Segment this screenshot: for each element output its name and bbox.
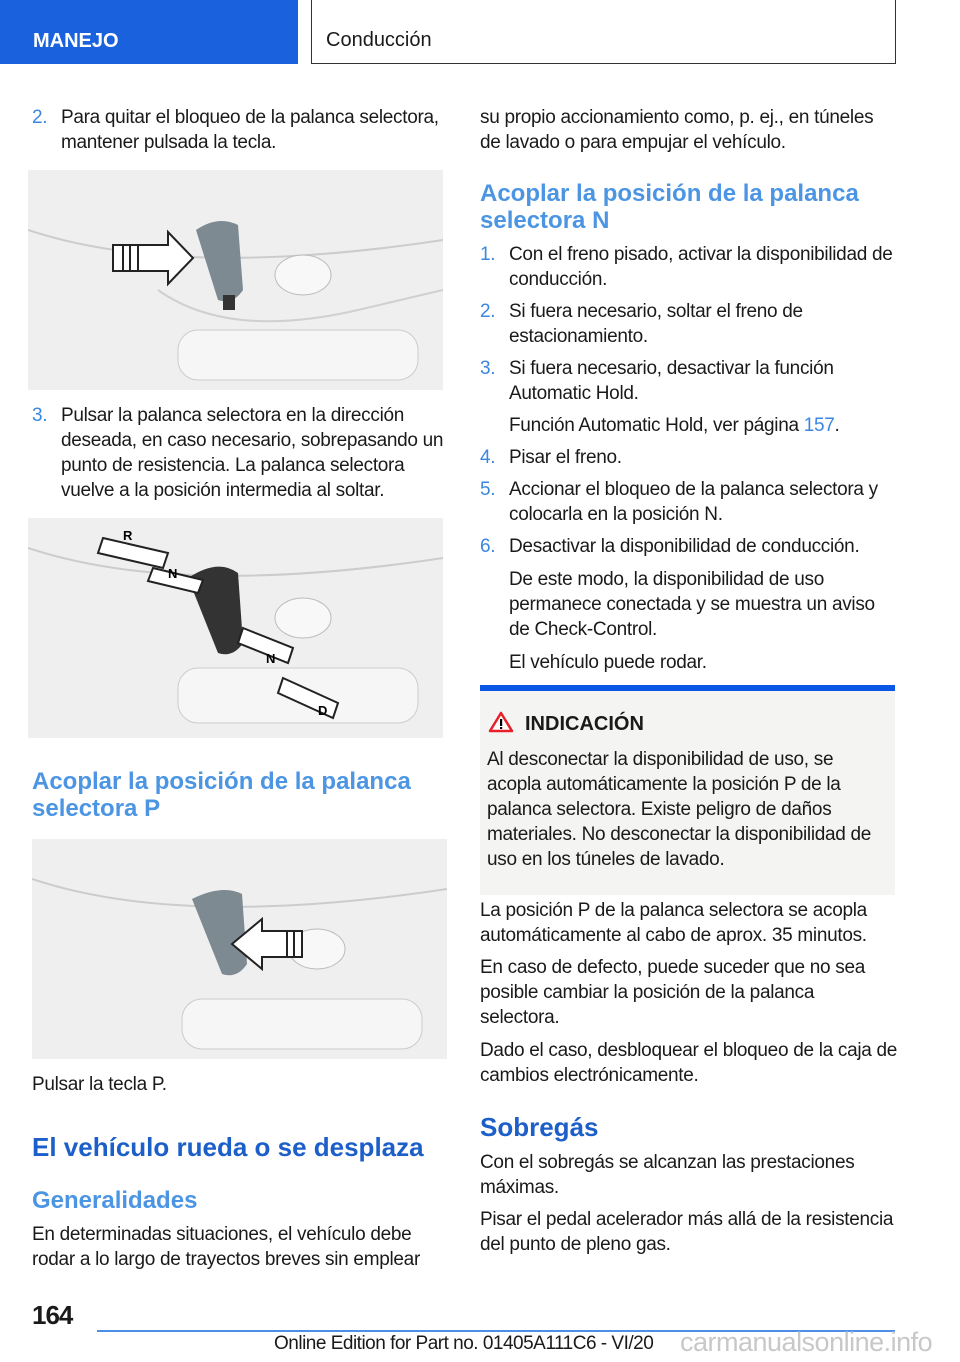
step-text: Accionar el bloqueo de la palanca selectora y colocarla en la posición N. [509,479,878,525]
general-text: En determinadas situaciones, el vehículo debe rodar a lo largo de trayectos breves sin emplear [32,1224,420,1270]
note-text: Función Automatic Hold, ver página [509,415,804,436]
step-number: 6. [480,536,496,557]
para-kickdown-2: Pisar el pedal acelerador más allá de la resistencia del punto de pleno gas. [480,1209,894,1255]
step-text: Pulsar la palanca selectora en la dirección deseada, en caso necesario, sobrepasando un punto de resistencia. La palanca selectora vuelve a la posición intermedia al soltar. [61,405,444,501]
para-defect: En caso de defecto, puede suceder que no sea posible cambiar la posición de la palanca selectora. [480,957,866,1028]
chapter-label: Conducción [326,29,432,51]
section-label: MANEJO [33,30,119,52]
punctuation: . [834,415,840,436]
para-kickdown-1: Con el sobregás se alcanzan las prestaciones máximas. [480,1152,855,1198]
step-1 [480,242,898,292]
figure-park-button [32,839,447,1059]
notice-box [480,685,895,895]
edition-text: Online Edition for Part no. 01405A111C6 - VI/20 [274,1333,654,1354]
caption-park: Pulsar la tecla P. [32,1074,167,1095]
notice-text: Al desconectar la disponibilidad de uso, se acopla automáticamente la posición P de la palanca selectora. Existe peligro de daños materiales. No desconectar la disponibilidad de uso en los túneles de lavado. [487,749,872,870]
step-6 [480,534,898,559]
page-number: 164 [32,1300,73,1330]
selector-lever-illustration [28,170,443,390]
step-6-note: De este modo, la disponibilidad de uso permanece conectada y se muestra un aviso de Check-Control. [509,569,875,640]
step-text: Desactivar la disponibilidad de conducción. [509,536,860,557]
step-text: Si fuera necesario, soltar el freno de estacionamiento. [509,301,803,347]
watermark: carmanualsonline.info [680,1327,933,1357]
step-3-note [480,413,898,438]
shift-directions-illustration [28,518,443,738]
step-text: Con el freno pisado, activar la disponibilidad de conducción. [509,244,893,290]
neutral-steps-list [480,242,898,675]
gear-label-r: R [123,528,133,543]
heading-general: Generalidades [32,1187,198,1214]
step-text: Para quitar el bloqueo de la palanca selectora, mantener pulsada la tecla. [61,107,439,153]
warning-triangle-icon [488,711,514,733]
step-number: 4. [480,447,496,468]
step-number: 3. [480,358,496,379]
step-number: 1. [480,244,496,265]
chapter-box [311,0,896,64]
step-3 [480,356,898,406]
para-unlock: Dado el caso, desbloquear el bloqueo de la caja de cambios electrónicamente. [480,1040,898,1086]
para-auto-park: La posición P de la palanca selectora se acopla automáticamente al cabo de aprox. 35 minutos. [480,900,867,946]
section-tab [0,0,298,64]
step-number: 2. [480,301,496,322]
notice-title: INDICACIÓN [525,713,644,735]
step-number: 5. [480,479,496,500]
heading-rolling: El vehículo rueda o se desplaza [32,1132,424,1162]
heading-kickdown: Sobregás [480,1112,599,1142]
step-text: Pisar el freno. [509,447,622,468]
step-number: 2. [32,107,48,128]
park-button-illustration [32,839,447,1059]
heading-neutral-position: Acoplar la posición de la palanca selectora N [480,180,859,234]
step-6-note-2: El vehículo puede rodar. [509,652,707,673]
page-link[interactable]: 157 [803,415,835,436]
step-3 [32,403,450,503]
step-2 [32,105,450,155]
step-5 [480,477,898,527]
gear-label-n: N [266,651,276,666]
gear-label-d: D [318,703,328,718]
step-number: 3. [32,405,48,426]
step-2 [480,299,898,349]
continued-text: su propio accionamiento como, p. ej., en túneles de lavado o para empujar el vehículo. [480,107,874,153]
step-text: Si fuera necesario, desactivar la función Automatic Hold. [509,358,834,404]
heading-park-position: Acoplar la posición de la palanca selectora P [32,768,411,822]
figure-unlock-button [28,170,443,390]
figure-shift-directions [28,518,443,738]
gear-label-n: N [168,566,178,581]
step-4 [480,445,898,470]
